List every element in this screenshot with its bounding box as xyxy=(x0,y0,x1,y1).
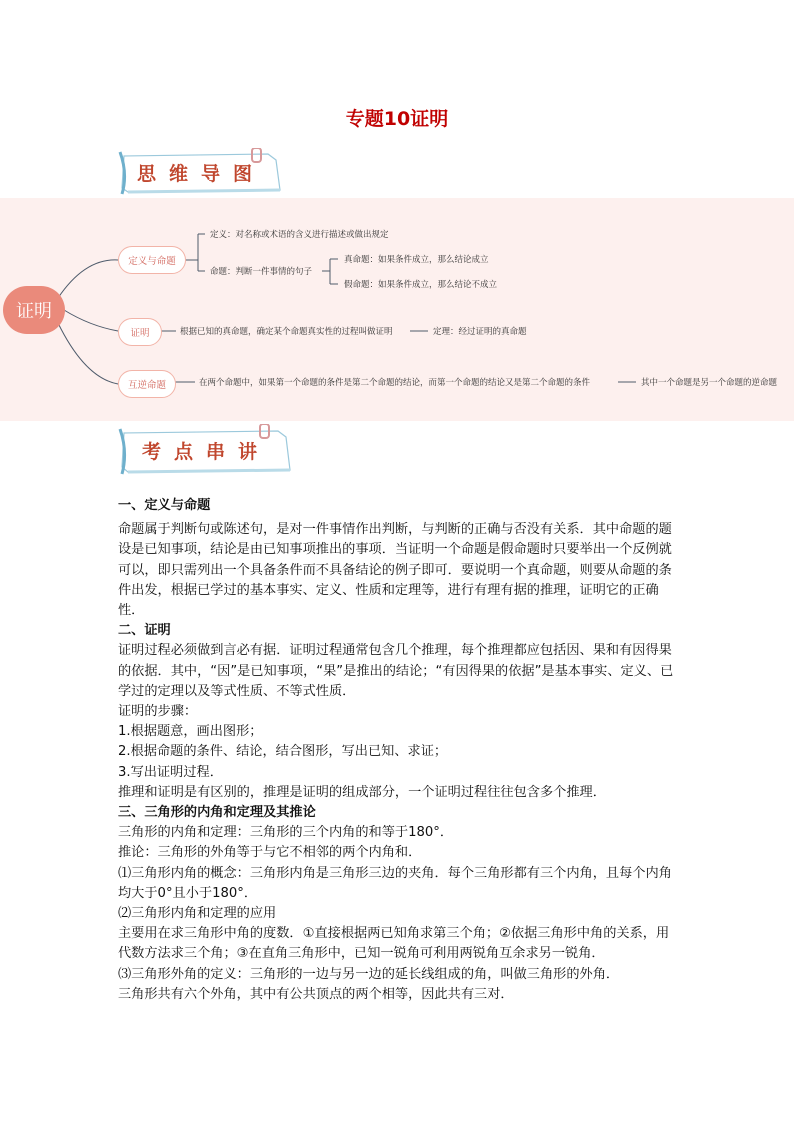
step-item: 2.根据命题的条件、结论，结合图形，写出已知、求证； xyxy=(118,744,448,760)
proposition-text: 命题：判断一件事情的句子 xyxy=(210,267,313,277)
theorem-text: 定理：经过证明的真命题 xyxy=(433,327,527,337)
section-heading: 三、三角形的内角和定理及其推论 xyxy=(118,805,316,821)
paragraph: 三角形共有六个外角，其中有公共顶点的两个相等，因此共有三对． xyxy=(118,986,514,1002)
step-item: 1.根据题意，画出图形； xyxy=(118,724,263,740)
paragraph: 主要用在求三角形中角的度数．①直接根据两已知角求第三个角；②依据三角形中角的关系，用代数方法求三个角；③在直角三角形中，已知一锐角可利用两锐角互余求另一锐角． xyxy=(118,926,670,962)
paragraph: 三角形的内角和定理：三角形的三个内角的和等于180°． xyxy=(118,825,454,841)
key-points-banner xyxy=(118,424,294,476)
mindmap-root: 证明 xyxy=(3,286,65,334)
node-proof: 证明 xyxy=(118,318,162,346)
true-proposition-text: 真命题：如果条件成立，那么结论成立 xyxy=(344,255,489,265)
section-heading: 一、定义与命题 xyxy=(118,498,211,513)
false-proposition-text: 假命题：如果条件成立，那么结论不成立 xyxy=(344,280,498,290)
banner-label: 思维导图 xyxy=(136,162,265,185)
step-item: 3.写出证明过程． xyxy=(118,764,223,780)
node-definition-proposition: 定义与命题 xyxy=(118,246,186,274)
converse-result-text: 其中一个命题是另一个命题的逆命题 xyxy=(641,378,778,388)
paragraph: 命题属于判断句或陈述句，是对一件事情作出判断，与判断的正确与否没有关系．其中命题的题设是已知事项，结论是由已知事项推出的事项．当证明一个命题是假命题时只要举出一个反例就可以，即只需列出一个具备条件而不具备结论的例子即可．要说明一个真命题，则要从命题的条件出发，根据已学过的基本事实、定义、性质和定理等，进行有理有据的推理，证明它的正确性． xyxy=(118,522,672,619)
paragraph: ⑵三角形内角和定理的应用 xyxy=(118,906,277,922)
mind-map xyxy=(0,198,794,421)
paragraph: ⑶三角形外角的定义：三角形的一边与另一边的延长线组成的角，叫做三角形的外角． xyxy=(118,966,620,982)
mindmap-banner xyxy=(118,148,284,196)
banner-label: 考点串讲 xyxy=(141,440,270,463)
page-title: 专题10证明 xyxy=(345,108,449,130)
content-body xyxy=(118,496,680,1005)
paragraph: 推论：三角形的外角等于与它不相邻的两个内角和． xyxy=(118,845,422,861)
node-converse-proposition: 互逆命题 xyxy=(118,370,176,398)
paragraph: 推理和证明是有区别的，推理是证明的组成部分，一个证明过程往往包含多个推理． xyxy=(118,784,606,800)
section-heading: 二、证明 xyxy=(118,623,171,639)
definition-text: 定义：对名称或术语的含义进行描述或做出规定 xyxy=(210,230,389,240)
paragraph: 证明的步骤： xyxy=(118,704,198,720)
paragraph: 证明过程必须做到言必有据．证明过程通常包含几个推理，每个推理都应包括因、果和有因得果的依据．其中，“因”是已知事项，“果”是推出的结论；“有因得果的依据”是基本事实、定义、已学过的定理以及等式性质、不等式性质． xyxy=(118,643,674,699)
converse-text: 在两个命题中，如果第一个命题的条件是第二个命题的结论，而第一个命题的结论又是第二个命题的条件 xyxy=(199,378,591,388)
paragraph: ⑴三角形内角的概念：三角形内角是三角形三边的夹角．每个三角形都有三个内角，且每个内角均大于0°且小于180°． xyxy=(118,865,672,901)
proof-text: 根据已知的真命题，确定某个命题真实性的过程叫做证明 xyxy=(180,327,393,337)
